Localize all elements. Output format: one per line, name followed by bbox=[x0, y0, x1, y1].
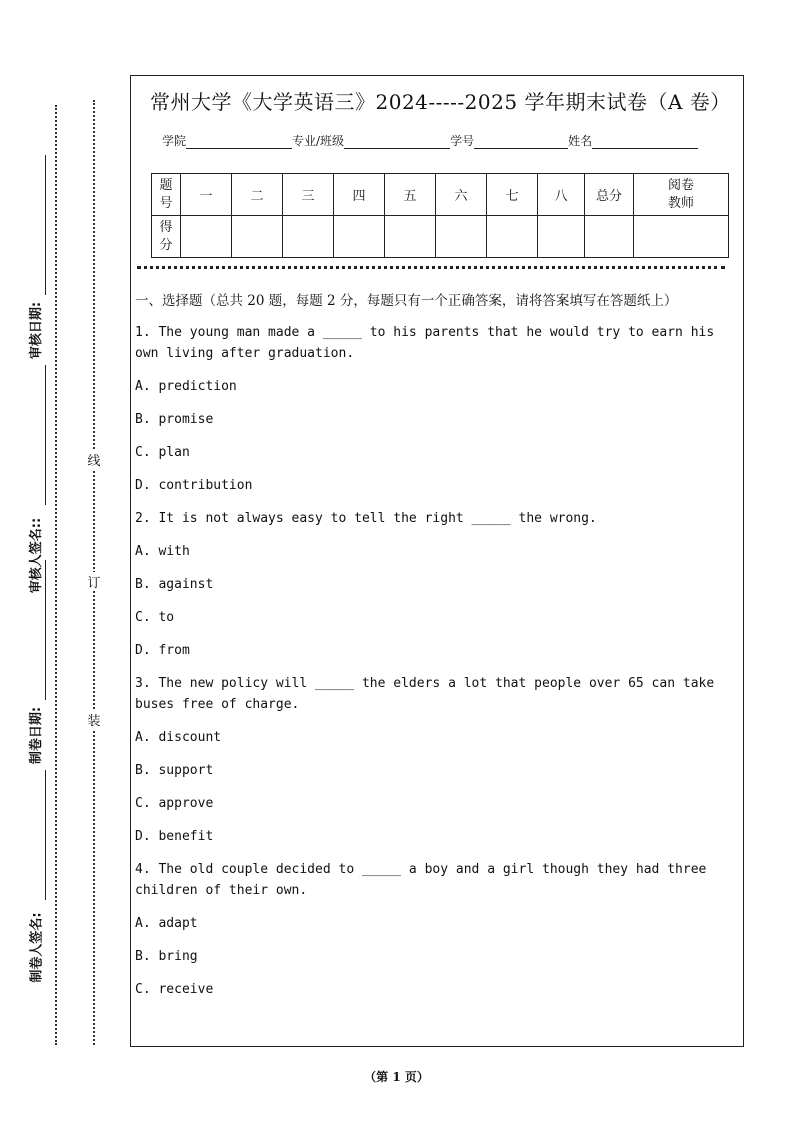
score-col-8: 八 bbox=[538, 174, 585, 216]
score-cell-7[interactable] bbox=[487, 216, 538, 258]
grader-header bbox=[634, 174, 729, 216]
question-number-header: 题 号 bbox=[152, 174, 181, 216]
question-2 bbox=[135, 508, 741, 661]
option: C. to bbox=[135, 610, 175, 625]
score-cell-grader[interactable] bbox=[634, 216, 729, 258]
school-field[interactable] bbox=[186, 136, 292, 149]
binding-dotted-line-outer bbox=[55, 105, 57, 1045]
major-class-label: 专业/班级 bbox=[292, 134, 345, 148]
score-col-4: 四 bbox=[334, 174, 385, 216]
grader-label-2: 教师 bbox=[667, 195, 694, 211]
question-3 bbox=[135, 673, 741, 847]
question-stem: 3. The new policy will _____ the elders a lot that people over 65 can take buses free of charge. bbox=[135, 676, 715, 712]
made-date-label: 制卷日期: bbox=[29, 706, 45, 764]
option: B. bring bbox=[135, 949, 198, 964]
major-class-field[interactable] bbox=[344, 136, 450, 149]
option: D. benefit bbox=[135, 829, 214, 844]
grader-label-1: 阅卷 bbox=[667, 177, 694, 193]
option: B. support bbox=[135, 763, 214, 778]
option: B. against bbox=[135, 577, 214, 592]
option: A. prediction bbox=[135, 379, 237, 394]
question-stem: 4. The old couple decided to _____ a boy and a girl though they had three children of their own. bbox=[135, 862, 707, 898]
option: C. approve bbox=[135, 796, 214, 811]
reviewed-date-label: 审核日期: bbox=[29, 301, 45, 359]
page-number: （第 1 页） bbox=[364, 1070, 429, 1084]
score-cell-1[interactable] bbox=[181, 216, 232, 258]
student-id-label: 学号 bbox=[450, 134, 475, 148]
binding-char-bind: 订 bbox=[86, 572, 102, 591]
option: C. receive bbox=[135, 982, 214, 997]
score-table bbox=[151, 173, 729, 258]
reviewer-signature-label: 审核人签名:: bbox=[29, 517, 45, 593]
school-label: 学院 bbox=[162, 134, 187, 148]
binding-char-line: 线 bbox=[86, 450, 102, 469]
score-cell-5[interactable] bbox=[385, 216, 436, 258]
section-1-heading: 一、选择题（总共 20 题，每题 2 分，每题只有一个正确答案，请将答案填写在答题纸上） bbox=[135, 293, 678, 309]
score-cell-4[interactable] bbox=[334, 216, 385, 258]
name-label: 姓名 bbox=[568, 134, 593, 148]
binding-char-mount: 装 bbox=[86, 710, 102, 729]
option: D. contribution bbox=[135, 478, 253, 493]
score-cell-3[interactable] bbox=[283, 216, 334, 258]
score-col-2: 二 bbox=[232, 174, 283, 216]
score-cell-total[interactable] bbox=[585, 216, 634, 258]
name-field[interactable] bbox=[592, 136, 698, 149]
question-1 bbox=[135, 322, 741, 496]
student-info-row bbox=[162, 132, 698, 149]
score-cell-2[interactable] bbox=[232, 216, 283, 258]
score-row-header: 得 分 bbox=[152, 216, 181, 258]
score-col-1: 一 bbox=[181, 174, 232, 216]
question-stem: 2. It is not always easy to tell the right _____ the wrong. bbox=[135, 511, 597, 526]
question-stem: 1. The young man made a _____ to his parents that he would try to earn his own living after graduation. bbox=[135, 325, 715, 361]
option: A. adapt bbox=[135, 916, 198, 931]
score-col-7: 七 bbox=[487, 174, 538, 216]
score-col-3: 三 bbox=[283, 174, 334, 216]
exam-title: 常州大学《大学英语三》2024-----2025 学年期末试卷（A 卷） bbox=[150, 90, 731, 114]
student-id-field[interactable] bbox=[474, 136, 568, 149]
question-4 bbox=[135, 859, 741, 1000]
score-cell-8[interactable] bbox=[538, 216, 585, 258]
section-1 bbox=[135, 290, 741, 1012]
maker-signature-line bbox=[45, 770, 46, 900]
maker-signature-label: 制卷人签名: bbox=[29, 912, 45, 983]
score-col-5: 五 bbox=[385, 174, 436, 216]
score-col-6: 六 bbox=[436, 174, 487, 216]
option: A. with bbox=[135, 544, 190, 559]
reviewed-date-line bbox=[45, 155, 46, 295]
score-cell-6[interactable] bbox=[436, 216, 487, 258]
made-date-line bbox=[45, 560, 46, 700]
score-col-total: 总分 bbox=[585, 174, 634, 216]
reviewer-signature-line bbox=[45, 365, 46, 505]
option: A. discount bbox=[135, 730, 222, 745]
option: B. promise bbox=[135, 412, 214, 427]
option: C. plan bbox=[135, 445, 190, 460]
option: D. from bbox=[135, 643, 190, 658]
dotted-separator bbox=[137, 266, 725, 269]
